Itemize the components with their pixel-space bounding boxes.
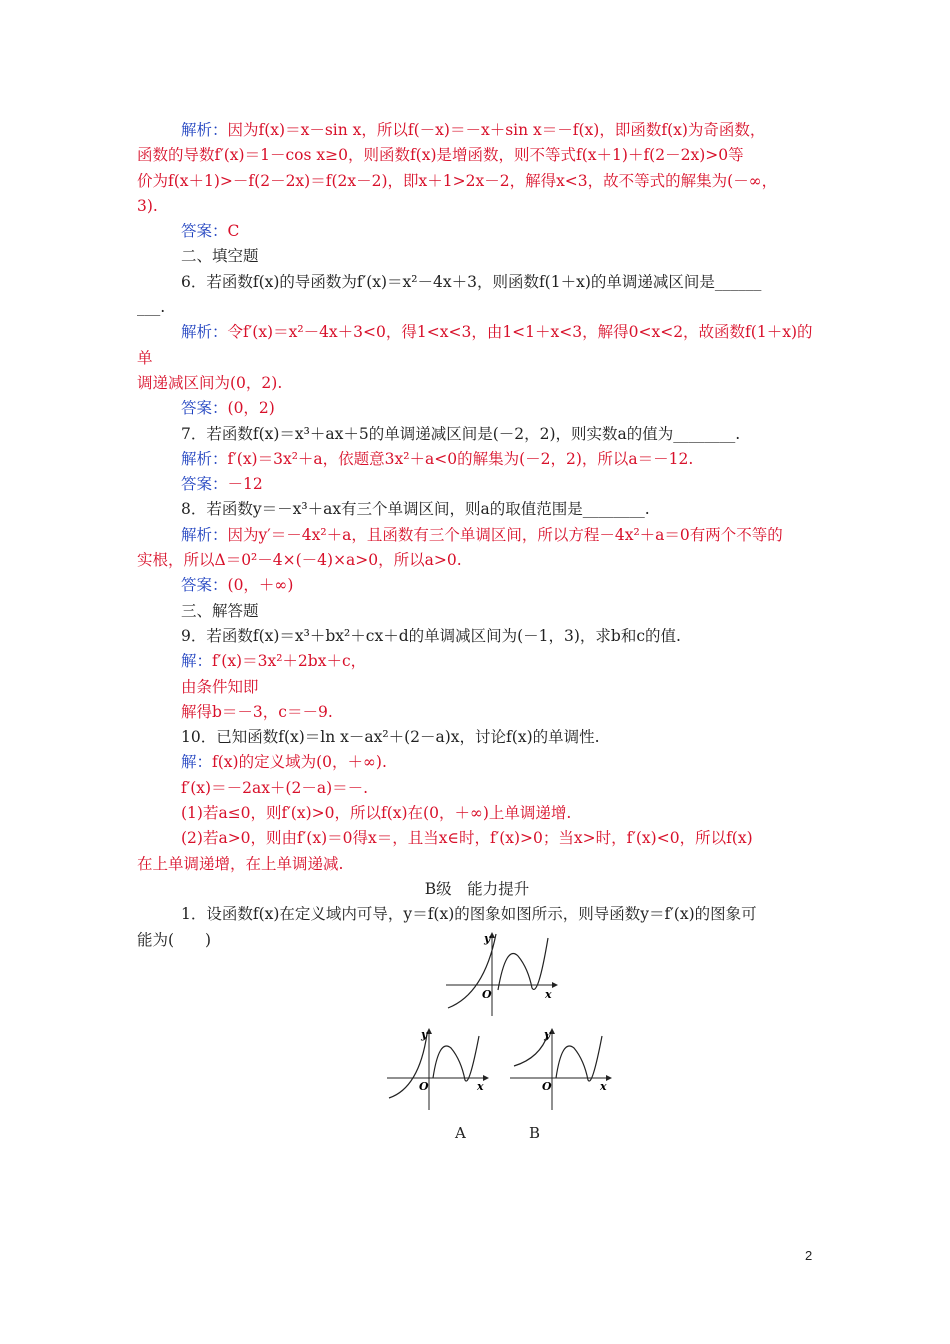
text-line (137, 244, 817, 269)
figure-top-y-label: y (484, 932, 491, 945)
text-run: 9．若函数f(x)＝x³＋bx²＋cx＋d的单调减区间为(－1，3)，求b和c的值. (181, 626, 681, 645)
figure-b-y-label: y (544, 1028, 551, 1041)
text-line (137, 675, 817, 700)
text-line (137, 371, 817, 396)
answer-label: 解析： (181, 525, 228, 544)
answer-label: 答案： (181, 399, 228, 418)
text-run: 由条件知即 (181, 677, 259, 696)
text-line (137, 852, 817, 877)
text-line (137, 396, 817, 421)
text-line (137, 700, 817, 725)
text-run: f(x)的定义域为(0，＋∞). (212, 753, 387, 772)
page-number: 2 (805, 1248, 813, 1263)
answer-label: 解： (181, 652, 213, 671)
figure-fx-graph (440, 928, 560, 1020)
text-run: ___. (137, 298, 166, 317)
figure-a-y-label: y (421, 1028, 428, 1041)
text-run: (0，2) (227, 399, 275, 418)
text-run: 价为f(x＋1)>－f(2－2x)＝f(2x－2)，即x＋1>2x－2，解得x<3，故不等式的解集为(－∞， (137, 171, 778, 190)
caption-option-b: B (529, 1124, 541, 1142)
text-run: f′(x)＝3x²＋a，依题意3x²＋a<0的解集为(－2，2)，所以a＝－12. (227, 449, 694, 468)
text-line (137, 472, 817, 497)
text-run: 3). (137, 196, 158, 215)
text-line (137, 750, 817, 775)
text-line (137, 270, 817, 295)
text-line (137, 497, 817, 522)
figure-option-b (506, 1026, 616, 1112)
text-run: f′(x)＝－2ax＋(2－a)＝－. (181, 778, 369, 797)
text-line (137, 573, 817, 598)
text-run: (0，＋∞) (227, 576, 294, 595)
figure-top-x-label: x (545, 988, 552, 1001)
text-line (137, 194, 817, 219)
text-run: (2)若a>0，则由f′(x)＝0得x＝，且当x∈时，f′(x)>0；当x>时，f′(x)<0，所以f(x) (181, 829, 753, 848)
text-run: 三、解答题 (181, 601, 259, 620)
text-run: 二、填空题 (181, 247, 259, 266)
text-line (137, 295, 817, 320)
text-run: B级 能力提升 (424, 879, 530, 898)
text-line (137, 801, 817, 826)
text-run: 令f′(x)＝x²－4x＋3<0，得1<x<3，由1<1＋x<3，解得0<x<2，故函数f(1＋x)的单 (137, 323, 813, 367)
answer-label: 解： (181, 753, 213, 772)
text-line (137, 523, 817, 548)
text-line (137, 826, 817, 851)
text-line (137, 422, 817, 447)
answer-label: 答案： (181, 475, 228, 494)
text-run: 能为( ) (137, 930, 212, 949)
text-run: 函数的导数f′(x)＝1－cos x≥0，则函数f(x)是增函数，则不等式f(x＋1)＋f(2－2x)>0等 (137, 146, 744, 165)
text-run: 1．设函数f(x)在定义域内可导，y＝f(x)的图象如图所示，则导函数y＝f′(x)的图象可 (181, 905, 757, 924)
figure-a-origin-label: O (419, 1080, 429, 1093)
figure-b-origin-label: O (542, 1080, 552, 1093)
text-line (137, 118, 817, 143)
text-line (137, 776, 817, 801)
answer-label: 答案： (181, 576, 228, 595)
text-run: 因为y′＝－4x²＋a，且函数有三个单调区间，所以方程－4x²＋a＝0有两个不等的 (227, 525, 783, 544)
text-run: 7．若函数f(x)＝x³＋ax＋5的单调递减区间是(－2，2)，则实数a的值为________. (181, 424, 741, 443)
answer-label: 答案： (181, 222, 228, 241)
text-run: 在上单调递增，在上单调递减. (137, 854, 344, 873)
text-run: 10．已知函数f(x)＝ln x－ax²＋(2－a)x，讨论f(x)的单调性. (181, 728, 600, 747)
text-run: 8．若函数y＝－x³＋ax有三个单调区间，则a的取值范围是________. (181, 500, 650, 519)
text-line (137, 649, 817, 674)
text-line (137, 877, 817, 902)
text-run: f′(x)＝3x²＋2bx＋c， (212, 652, 367, 671)
answer-label: 解析： (181, 121, 228, 139)
figure-option-a (383, 1026, 493, 1112)
caption-option-a: A (455, 1124, 466, 1142)
figure-top-origin-label: O (482, 988, 492, 1001)
text-line (137, 143, 817, 168)
text-line (137, 902, 817, 927)
answer-label: 解析： (181, 323, 228, 342)
text-line (137, 219, 817, 244)
answer-label: 解析： (181, 449, 228, 468)
text-line (137, 169, 817, 194)
text-run: (1)若a≤0，则f′(x)>0，所以f(x)在(0，＋∞)上单调递增. (181, 804, 572, 823)
figure-a-x-label: x (477, 1080, 484, 1093)
document-body (137, 118, 817, 953)
text-line (137, 447, 817, 472)
text-run: 解得b＝－3，c＝－9. (181, 702, 333, 721)
text-line (137, 548, 817, 573)
text-run: 调递减区间为(0，2). (137, 373, 283, 392)
text-line (137, 320, 817, 371)
figure-b-x-label: x (600, 1080, 607, 1093)
text-run: 6．若函数f(x)的导函数为f′(x)＝x²－4x＋3，则函数f(1＋x)的单调递减区间是______ (181, 272, 762, 291)
text-line (137, 624, 817, 649)
text-run: －12 (227, 475, 263, 494)
text-run: 因为f(x)＝x－sin x，所以f(－x)＝－x＋sin x＝－f(x)，即函数f(x)为奇函数， (227, 121, 766, 139)
text-run: 实根，所以Δ＝0²－4×(－4)×a>0，所以a>0. (137, 551, 462, 570)
text-line (137, 725, 817, 750)
text-run: C (227, 222, 240, 241)
text-line (137, 599, 817, 624)
